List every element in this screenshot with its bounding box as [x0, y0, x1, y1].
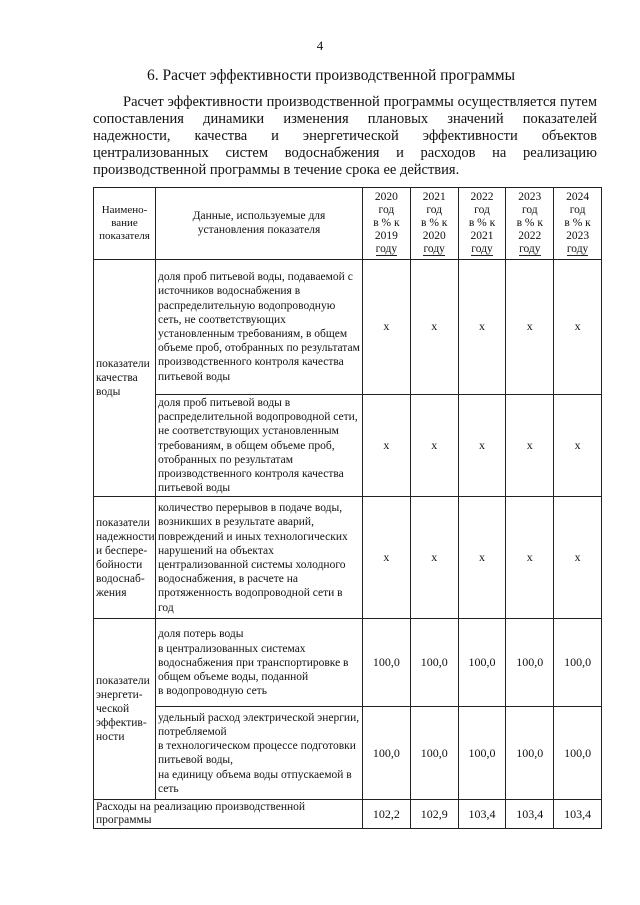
row-description: доля проб питьевой воды в распределительной водопроводной сети, не соответствующих установленным требованиям, в общем объеме проб, отобранных по результатам производственного контроля качества питьевой воды: [156, 395, 363, 497]
cell-value: 103,4: [506, 800, 554, 829]
cell-value: 100,0: [554, 707, 602, 800]
cell-value: x: [458, 395, 506, 497]
header-year-2022: 2022 год в % к 2021 году: [458, 188, 506, 260]
cell-value: 100,0: [363, 707, 411, 800]
header-year-2021: 2021 год в % к 2020 году: [410, 188, 458, 260]
group-quality-label: показатели качества воды: [94, 260, 156, 497]
table-header-row: [94, 188, 602, 260]
header-data-used: Данные, используемые для установления показателя: [156, 188, 363, 260]
header-year-2024: 2024 год в % к 2023 году: [554, 188, 602, 260]
cell-value: 100,0: [506, 619, 554, 707]
table-row: [94, 619, 602, 707]
header-year-2020: 2020 год в % к 2019 году: [363, 188, 411, 260]
cell-value: 100,0: [458, 707, 506, 800]
cell-value: 102,9: [410, 800, 458, 829]
cell-value: x: [410, 395, 458, 497]
row-description: доля потерь воды в централизованных системах водоснабжения при транспортировке в общем объеме воды, поданной в водопроводную сеть: [156, 619, 363, 707]
cell-value: x: [410, 260, 458, 395]
cell-value: 100,0: [506, 707, 554, 800]
row-description: доля проб питьевой воды, подаваемой с источников водоснабжения в распределительную водопроводную сеть, не соответствующих установленным требованиям, в общем объеме проб, отобранных по результатам производственного контроля качества питьевой воды: [156, 260, 363, 395]
cell-value: x: [506, 395, 554, 497]
table-row: [94, 707, 602, 800]
cell-value: 100,0: [410, 619, 458, 707]
group-energy-label: показатели энергети- ческой эффектив- ности: [94, 619, 156, 800]
cell-value: x: [458, 497, 506, 619]
header-indicator-name: Наимено- вание показателя: [94, 188, 156, 260]
cell-value: 100,0: [554, 619, 602, 707]
cell-value: x: [363, 395, 411, 497]
table-row: [94, 497, 602, 619]
cell-value: 100,0: [363, 619, 411, 707]
cell-value: 103,4: [554, 800, 602, 829]
row-description: удельный расход электрической энергии, потребляемой в технологическом процессе подготовки питьевой воды, на единицу объема воды отпускаемой в сеть: [156, 707, 363, 800]
costs-label: Расходы на реализацию производственной программы: [94, 800, 363, 829]
cell-value: x: [458, 260, 506, 395]
cell-value: x: [363, 260, 411, 395]
efficiency-table: [93, 187, 602, 829]
header-year-2023: 2023 год в % к 2022 году: [506, 188, 554, 260]
table-row-costs: [94, 800, 602, 829]
cell-value: x: [506, 497, 554, 619]
cell-value: x: [363, 497, 411, 619]
table-row: [94, 395, 602, 497]
section-heading: 6. Расчет эффективности производственной программы: [147, 67, 515, 84]
cell-value: x: [554, 260, 602, 395]
row-description: количество перерывов в подаче воды, возникших в результате аварий, повреждений и иных технологических нарушений на объектах централизованной системы холодного водоснабжения, в расчете на протяженность водопроводной сети в год: [156, 497, 363, 619]
group-reliability-label: показатели надежности и беспере- бойности водоснаб- жения: [94, 497, 156, 619]
page-number: 4: [316, 38, 324, 53]
cell-value: x: [554, 497, 602, 619]
cell-value: x: [410, 497, 458, 619]
intro-paragraph: Расчет эффективности производственной программы осуществляется путем сопоставления динамики изменения плановых значений показателей надежности, качества и энергетической эффективности объектов централизованных систем водоснабжения и расходов на реализацию производственной программы в течение срока ее действия.: [93, 94, 597, 178]
cell-value: x: [506, 260, 554, 395]
cell-value: 102,2: [363, 800, 411, 829]
cell-value: x: [554, 395, 602, 497]
cell-value: 100,0: [458, 619, 506, 707]
cell-value: 103,4: [458, 800, 506, 829]
table-row: [94, 260, 602, 395]
cell-value: 100,0: [410, 707, 458, 800]
